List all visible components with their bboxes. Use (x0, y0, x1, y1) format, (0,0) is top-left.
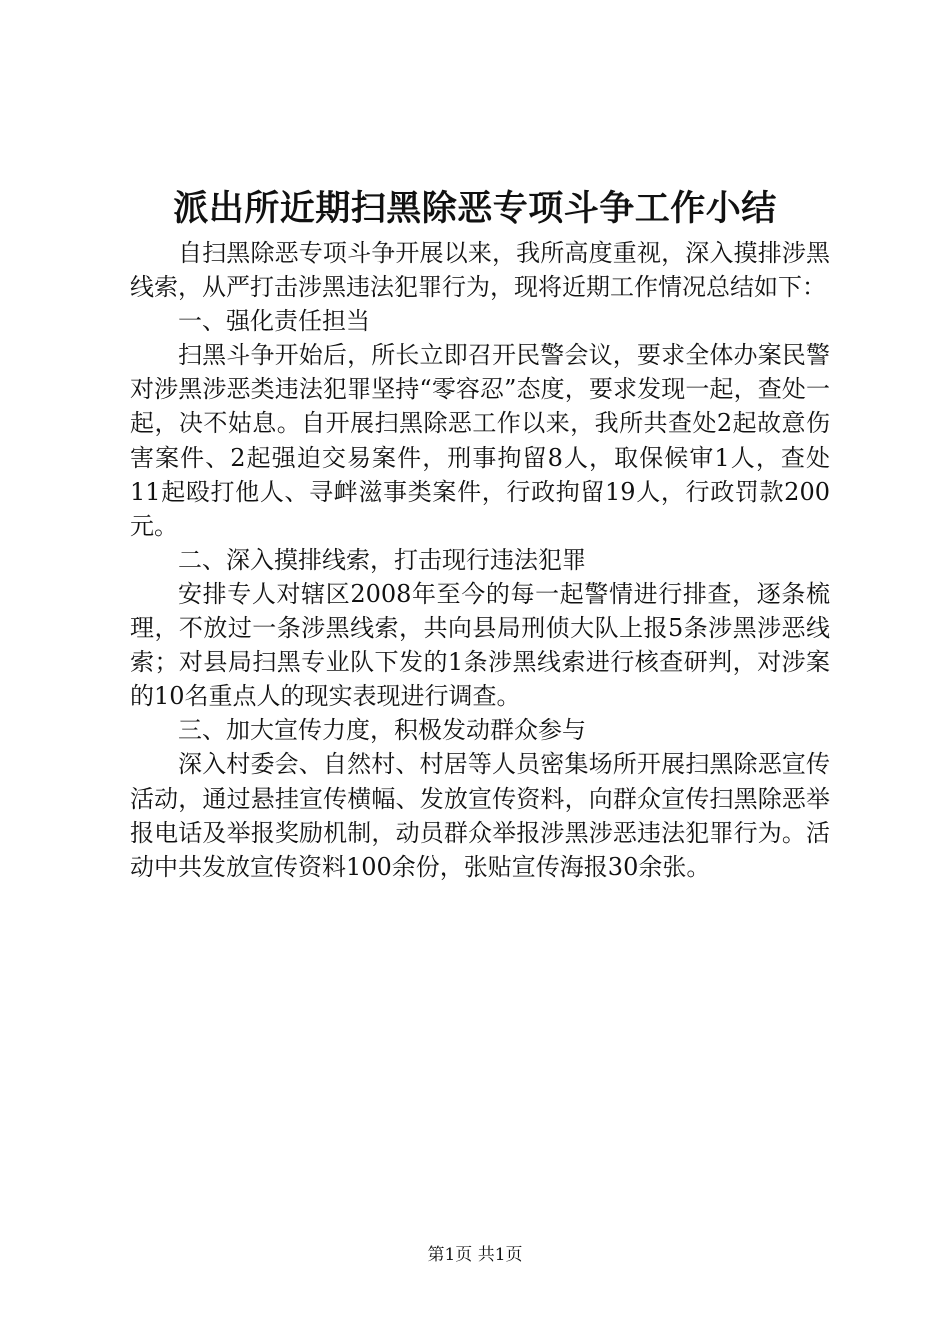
section-heading-3: 三、加大宣传力度，积极发动群众参与 (178, 716, 586, 745)
section-paragraph-3: 深入村委会、自然村、村居等人员密集场所开展扫黑除恶宣传活动，通过悬挂宣传横幅、发放宣传资料，向群众宣传扫黑除恶举报电话及举报奖励机制，动员群众举报涉黑涉恶违法犯罪行为。活动中共发放宣传资料100余份，张贴宣传海报30余张。 (130, 750, 830, 881)
intro-paragraph: 自扫黑除恶专项斗争开展以来，我所高度重视，深入摸排涉黑线索，从严打击涉黑违法犯罪行为，现将近期工作情况总结如下： (130, 239, 830, 302)
document-title: 派出所近期扫黑除恶专项斗争工作小结 (173, 188, 777, 229)
section-heading-1: 一、强化责任担当 (178, 307, 370, 336)
section-paragraph-2: 安排专人对辖区2008年至今的每一起警情进行排查，逐条梳理，不放过一条涉黑线索，共向县局刑侦大队上报5条涉黑涉恶线索；对县局扫黑专业队下发的1条涉黑线索进行核查研判，对涉案的10名重点人的现实表现进行调查。 (130, 579, 830, 711)
section-heading-2: 二、深入摸排线索，打击现行违法犯罪 (178, 545, 586, 574)
section-paragraph-1: 扫黑斗争开始后，所长立即召开民警会议，要求全体办案民警对涉黑涉恶类违法犯罪坚持“零容忍”态度，要求发现一起，查处一起，决不姑息。自开展扫黑除恶工作以来，我所共查处2起故意伤害案件、2起强迫交易案件，刑事拘留8人，取保候审1人，查处11起殴打他人、寻衅滋事类案件，行政拘留19人，行政罚款200元。 (130, 341, 830, 540)
page-footer: 第1页 共1页 (427, 1245, 523, 1265)
document-body (130, 236, 830, 884)
